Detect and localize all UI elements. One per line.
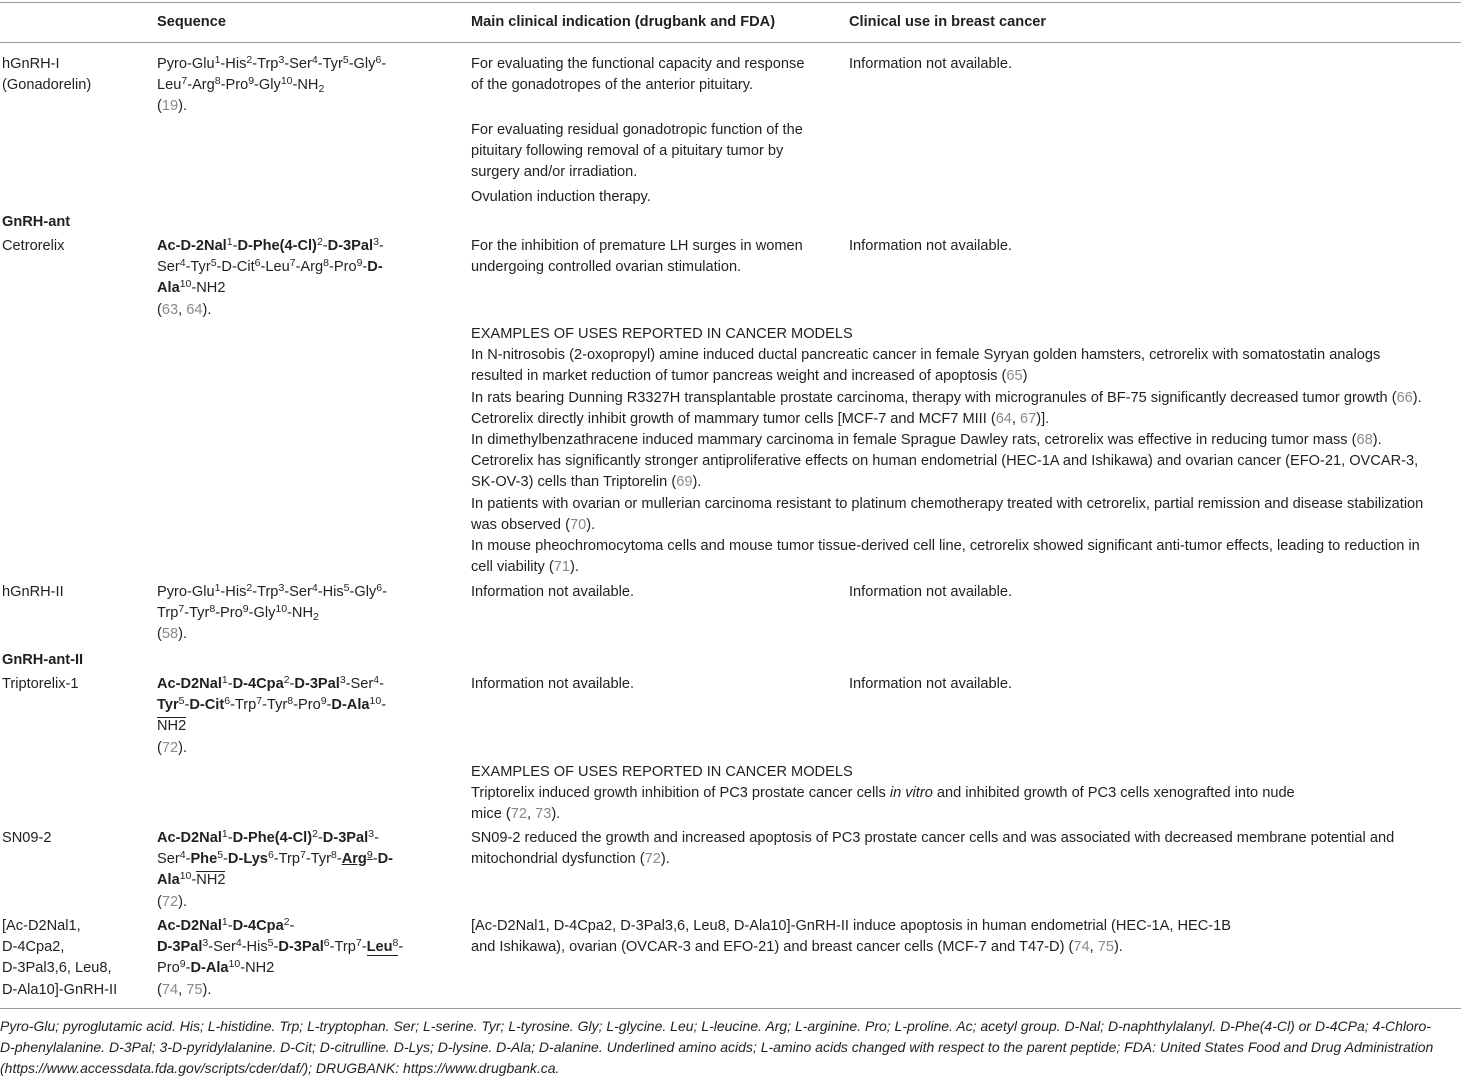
row-triptorelix-breast: Information not available. [849,676,1013,692]
header-bottom-rule [0,42,1461,43]
citation[interactable]: 71 [553,559,570,576]
citation[interactable]: 75 [186,981,203,998]
citation[interactable]: 73 [535,806,552,823]
citation[interactable]: 69 [676,474,693,491]
row-cetrorelix-indication: For the inhibition of premature LH surges in women undergoing controlled ovarian stimulation. [471,238,803,276]
row-hgnrh1-indication-3: Ovulation induction therapy. [471,189,651,205]
row-cetrorelix-breast: Information not available. [849,238,1013,254]
citation[interactable]: 72 [161,739,179,756]
table-top-rule [0,2,1461,3]
row-cetrorelix-name: Cetrorelix [2,238,65,254]
citation[interactable]: 75 [1097,939,1114,956]
citation[interactable]: 70 [569,516,587,533]
row-hgnrh1-name: hGnRH-I (Gonadorelin) [2,56,92,94]
row-triptorelix-indication: Information not available. [471,676,635,692]
row-cetrorelix-sequence: $Ac-D-2Nal^1-D-Phe(4-Cl)^2-D-3Pal^3-$ Ser$^4$-Tyr$^5$-D-Cit$^6$-Leu$^7$-Arg$^8$-Pro$^9$-D- Ala$^{10}$-NH2 (63, 64). [157,236,384,318]
triptorelix-examples: EXAMPLES OF USES REPORTED IN CANCER MODELS Triptorelix induced growth inhibition of PC3 prostate cancer cells in vitro and inhibited growth of PC3 cells xenografted into nude mice (72, 73). [471,764,1295,823]
citation[interactable]: 74 [161,981,179,998]
citation[interactable]: 72 [644,851,661,868]
citation[interactable]: 64 [186,301,203,318]
table-footnote: Pyro-Glu; pyroglutamic acid. His; L-histidine. Trp; L-tryptophan. Ser; L-serine. Tyr; L-tyrosine. Gly; L-glycine. Leu; L-leucine. Arg; L-arginine. Pro; L-proline. Ac; acetyl group. D-Nal; D-naphthylalanyl. D-Phe(4-Cl) or D-4CPa; 4-Chloro- D-phenylalanine. D-3Pal; 3-D-pyridylalanine. D-Cit; D-citrulline. D-Lys; D-lysine. D-Ala; D-alanine. Underlined amino acids; L-amino acids changed with respect to the parent peptide; FDA: United States Food and Drug Administration (https://www.accessdata.fda.gov/scripts/cder/daf/); DRUGBANK: https://www.drugbank.ca. [0,1018,1434,1076]
group-gnrh-ant: GnRH-ant [2,214,71,230]
table-bottom-rule [0,1008,1461,1009]
row-hgnrh1-indication-2: For evaluating residual gonadotropic function of the pituitary following removal of a pituitary tumor by surgery and/or irradiation. [471,122,803,181]
citation[interactable]: 63 [161,301,179,318]
row-acd2-indication: [Ac-D2Nal1, D-4Cpa2, D-3Pal3,6, Leu8, D-Ala10]-GnRH-II induce apoptosis in human endometrial (HEC-1A, HEC-1B and Ishikawa), ovarian (OVCAR-3 and EFO-21) and breast cancer cells (MCF-7 and T47-D) (74, 75). [471,918,1232,956]
citation[interactable]: 68 [1356,432,1373,449]
citation[interactable]: 72 [161,893,179,910]
citation[interactable]: 72 [510,806,527,823]
row-hgnrh2-breast: Information not available. [849,584,1013,600]
header-breast-cancer: Clinical use in breast cancer [849,14,1047,30]
row-hgnrh2-sequence: Pyro-Glu$^1$-His$^2$-Trp$^3$-Ser$^4$-His$^5$-Gly$^6$- $Trp^7-Tyr^8-Pro^9-Gly^{10}-NH_2$ (58). [157,582,387,643]
citation[interactable]: 58 [161,626,179,643]
row-hgnrh1-sequence: Pyro-Glu$^1$-His$^2$-Trp$^3$-Ser$^4$-Tyr$^5$-Gly$^6$- $Leu^7-Arg^8-Pro^9-Gly^{10}-NH_2$ (19). [157,54,387,115]
row-hgnrh1-breast: Information not available. [849,56,1013,72]
citation[interactable]: 74 [1073,939,1090,956]
header-indication: Main clinical indication (drugbank and FDA) [471,14,776,30]
row-hgnrh1-indication: For evaluating the functional capacity and response of the gonadotropes of the anterior pituitary. [471,56,805,94]
citation[interactable]: 19 [161,98,179,115]
citation[interactable]: 64 [995,410,1012,427]
row-triptorelix-name: Triptorelix-1 [2,676,79,692]
row-hgnrh2-name: hGnRH-II [2,584,64,600]
row-triptorelix-sequence: Ac-D2Nal$^1$-D-4Cpa$^2$-D-3Pal$^3$-Ser$^4$- Tyr$^5$-D-Cit$^6$-Trp$^7$-Tyr$^8$-Pro$^9$-D-Ala$^{10}$- NH2 (72). [157,674,387,756]
group-gnrh-ant-ii: GnRH-ant-II [2,652,84,668]
row-acd2-name: [Ac-D2Nal1, D-4Cpa2, D-3Pal3,6, Leu8, D-Ala10]-GnRH-II [2,918,118,998]
cetrorelix-examples: EXAMPLES OF USES REPORTED IN CANCER MODELS In N-nitrosobis (2-oxopropyl) amine induced ductal pancreatic cancer in female Syryan golden hamsters, cetrorelix with somatostatin analogs resulted in market reduction of tumor pancreas weight and increased of apoptosis (65) In rats bearing Dunning R3327H transplantable prostate carcinoma, therapy with microgranules of BF-75 significantly decreased tumor growth (66). Cetrorelix directly inhibit growth of mammary tumor cells [MCF-7 and MCF7 MIII (64, 67)]. In dimethylbenzathracene induced mammary carcinoma in female Sprague Dawley rats, cetrorelix was effective in reducing tumor mass (68). Cetrorelix has significantly stronger antiproliferative effects on human endometrial (HEC-1A and Ishikawa) and ovarian cancer (EFO-21, OVCAR-3, SK-OV-3) cells than Triptorelin (69). In patients with ovarian or mullerian carcinoma resistant to platinum chemotherapy treated with cetrorelix, partial remission and disease stabilization was observed (70). In mouse pheochromocytoma cells and mouse tumor tissue-derived cell line, cetrorelix showed significant anti-tumor effects, leading to reduction in cell viability (71). [471,326,1424,576]
citation[interactable]: 67 [1020,410,1037,427]
row-acd2-sequence: Ac-D2Nal$^1$-D-4Cpa$^2$- D-3Pal$^3$-Ser$^4$-His$^5$-D-3Pal$^6$-Trp$^7$-Leu$^8$- Pro$^9$-D-Ala$^{10}$-NH2 (74, 75). [157,916,404,998]
header-sequence: Sequence [157,14,226,30]
row-sn09-indication: SN09-2 reduced the growth and increased apoptosis of PC3 prostate cancer cells and was associated with decreased membrane potential and mitochondrial dysfunction (72). [471,830,1395,868]
row-sn09-sequence: $Ac-D2Nal^1-D-Phe(4-Cl)^2-D-3Pal^3-$ Ser$^4$-Phe$^5$-D-Lys$^6$-Trp$^7$-Tyr$^8$-Arg$^9$-D- Ala$^{10}$-NH2 (72). [157,828,393,910]
row-sn09-name: SN09-2 [2,830,52,846]
citation[interactable]: 65 [1006,368,1023,385]
citation[interactable]: 66 [1396,389,1413,406]
row-hgnrh2-indication: Information not available. [471,584,635,600]
